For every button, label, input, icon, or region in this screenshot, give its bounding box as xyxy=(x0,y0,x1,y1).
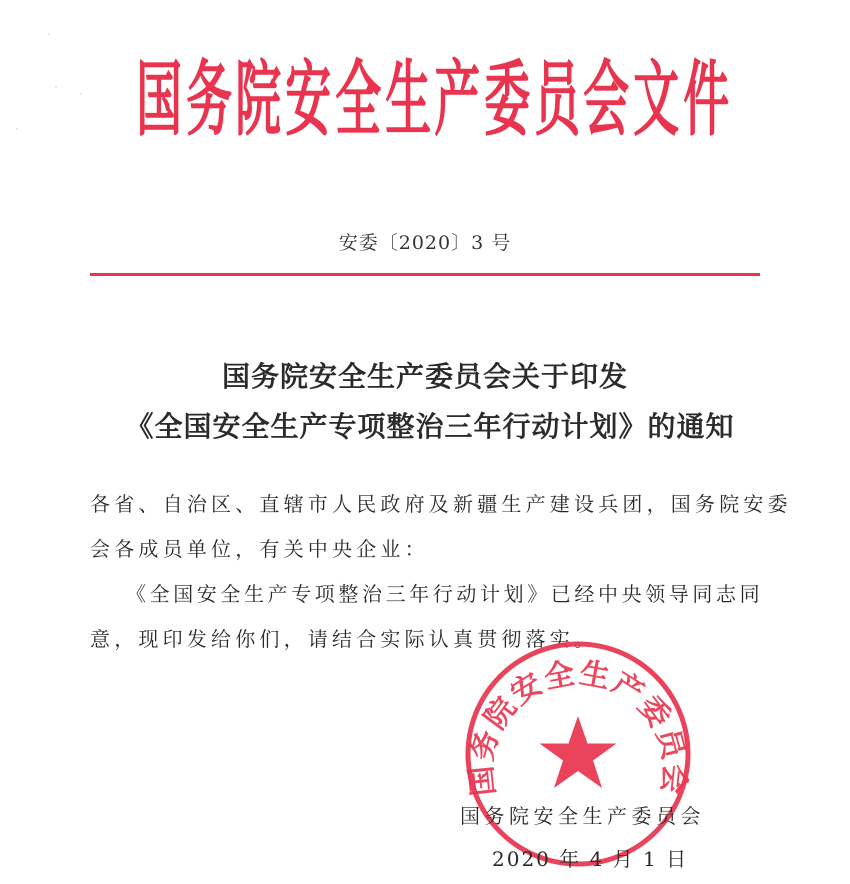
masthead-char: 国 xyxy=(136,51,183,148)
addressee-line-2: 会各成员单位，有关中央企业： xyxy=(90,537,429,561)
body-paragraph-line-1: 《全国安全生产专项整治三年行动计划》已经中央领导同志同 xyxy=(126,582,764,606)
document-title-line-1: 国务院安全生产委员会关于印发 xyxy=(221,360,628,393)
svg-text:国务院安全生产委员会: 国务院安全生产委员会 xyxy=(463,655,693,798)
scan-speck xyxy=(16,128,18,130)
document-number: 安委〔2020〕3 号 xyxy=(338,232,512,254)
masthead-char: 员 xyxy=(533,51,580,148)
seal-ring-text xyxy=(464,656,692,798)
masthead-char: 全 xyxy=(335,51,382,148)
masthead-char: 文 xyxy=(633,51,680,148)
issuer-signature: 国务院安全生产委员会 xyxy=(460,804,705,828)
scan-speck xyxy=(80,93,82,95)
addressee-line-1: 各省、自治区、直辖市人民政府及新疆生产建设兵团，国务院安委 xyxy=(90,492,792,516)
masthead-title xyxy=(130,51,730,148)
masthead-char: 生 xyxy=(384,51,431,148)
scan-speck xyxy=(48,33,50,35)
masthead-char: 会 xyxy=(583,51,630,148)
star-icon xyxy=(540,716,617,788)
masthead-char: 务 xyxy=(185,51,232,148)
masthead-char: 产 xyxy=(434,51,481,148)
red-separator-line xyxy=(90,273,760,276)
issue-date: 2020 年 4 月 1 日 xyxy=(492,847,689,871)
masthead-char: 院 xyxy=(235,51,282,148)
masthead-char: 安 xyxy=(285,51,332,148)
masthead-char: 件 xyxy=(683,51,730,148)
body-paragraph-line-2: 意，现印发给你们，请结合实际认真贯彻落实。 xyxy=(90,627,599,651)
masthead-char: 委 xyxy=(484,51,531,148)
document-title-line-2: 《全国安全生产专项整治三年行动计划》的通知 xyxy=(125,410,735,443)
official-seal xyxy=(462,638,694,870)
scan-speck xyxy=(55,86,57,88)
